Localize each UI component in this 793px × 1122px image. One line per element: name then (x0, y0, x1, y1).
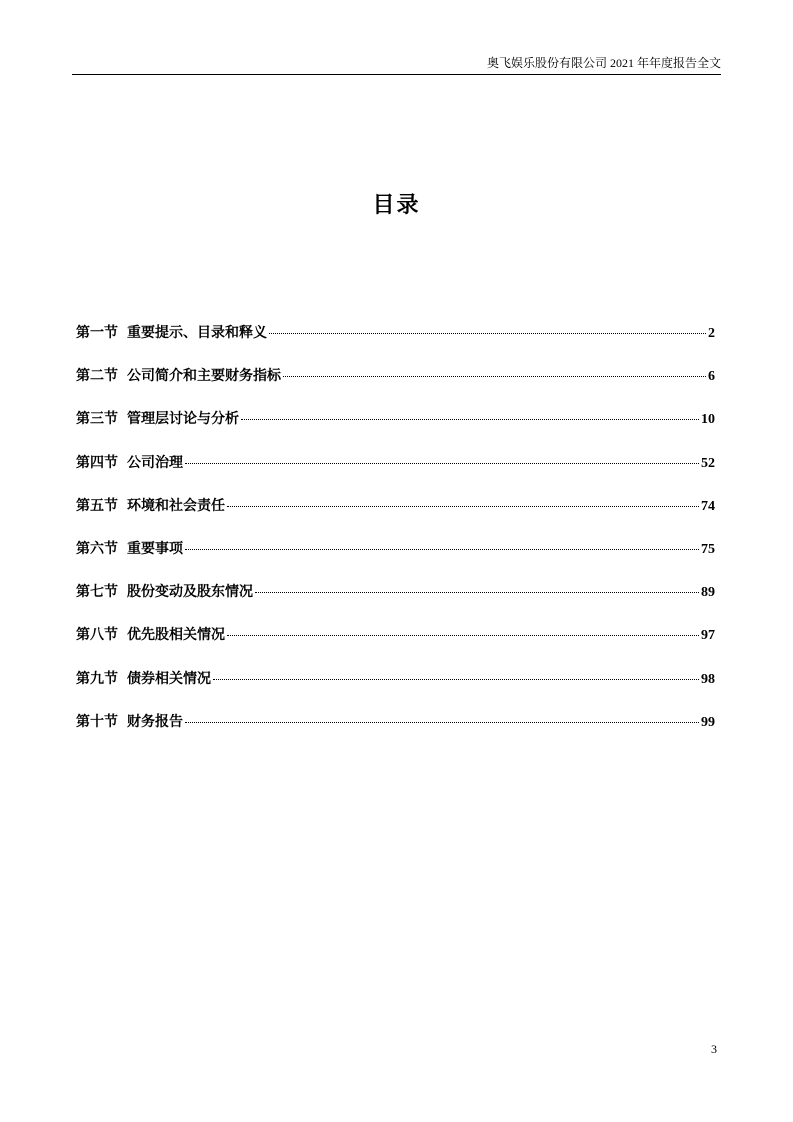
toc-section-number: 第九节 (76, 670, 118, 687)
toc-entry-8[interactable] (76, 624, 715, 667)
toc-leader-dots (185, 549, 699, 550)
toc-page-number: 98 (701, 671, 715, 687)
toc-entry-4[interactable] (76, 452, 715, 495)
page-title: 目录 (372, 193, 421, 218)
toc-section-number: 第六节 (76, 540, 118, 557)
toc-section-number: 第八节 (76, 627, 118, 644)
toc-section-number: 第十节 (76, 713, 118, 730)
toc-section-title: 环境和社会责任 (127, 497, 225, 514)
toc-page-number: 2 (708, 326, 715, 341)
toc-leader-dots (185, 463, 699, 464)
table-of-contents (76, 322, 715, 754)
toc-page-number: 10 (701, 412, 715, 428)
toc-section-title: 优先股相关情况 (127, 627, 225, 644)
toc-entry-6[interactable] (76, 538, 715, 581)
toc-entry-10[interactable] (76, 711, 715, 754)
toc-entry-7[interactable] (76, 581, 715, 624)
toc-entry-1[interactable] (76, 322, 715, 365)
toc-section-title: 债券相关情况 (127, 670, 211, 687)
page-header (72, 56, 721, 75)
toc-section-number: 第二节 (76, 368, 118, 385)
toc-leader-dots (227, 506, 699, 507)
toc-section-title: 财务报告 (127, 713, 183, 730)
toc-leader-dots (227, 635, 699, 636)
toc-section-title: 公司简介和主要财务指标 (127, 368, 281, 385)
toc-leader-dots (241, 419, 699, 420)
toc-page-number: 99 (701, 714, 715, 730)
toc-leader-dots (255, 592, 699, 593)
toc-section-title: 管理层讨论与分析 (127, 411, 239, 428)
toc-page-number: 75 (701, 541, 715, 557)
toc-leader-dots (213, 679, 699, 680)
toc-section-number: 第五节 (76, 497, 118, 514)
toc-leader-dots (185, 722, 699, 723)
toc-leader-dots (269, 333, 706, 334)
toc-page-number: 52 (701, 455, 715, 471)
toc-entry-9[interactable] (76, 668, 715, 711)
toc-page-number: 97 (701, 628, 715, 644)
footer-page-number: 3 (711, 1042, 717, 1056)
toc-section-number: 第七节 (76, 584, 118, 601)
toc-section-number: 第一节 (76, 325, 118, 341)
toc-entry-5[interactable] (76, 495, 715, 538)
toc-section-title: 公司治理 (127, 454, 183, 471)
toc-page-number: 74 (701, 498, 715, 514)
toc-section-number: 第三节 (76, 411, 118, 428)
toc-entry-3[interactable] (76, 408, 715, 451)
toc-leader-dots (283, 376, 706, 377)
toc-section-title: 重要事项 (127, 540, 183, 557)
toc-section-number: 第四节 (76, 454, 118, 471)
toc-section-title: 股份变动及股东情况 (127, 584, 253, 601)
header-text: 奥飞娱乐股份有限公司 2021 年年度报告全文 (486, 56, 721, 70)
toc-entry-2[interactable] (76, 365, 715, 408)
toc-page-number: 89 (701, 585, 715, 601)
toc-page-number: 6 (708, 369, 715, 385)
toc-section-title: 重要提示、目录和释义 (127, 325, 267, 341)
